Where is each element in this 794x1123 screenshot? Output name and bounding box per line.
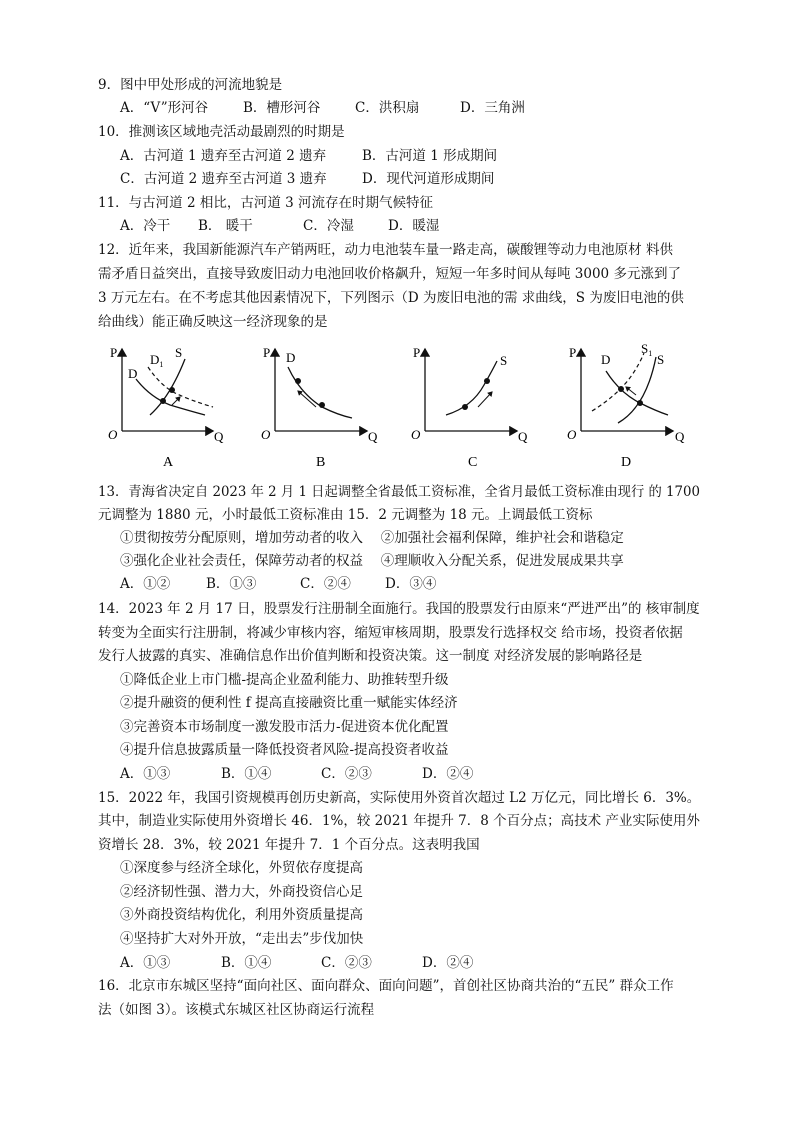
q14-option-c: C．②③: [321, 766, 372, 782]
graph-a-d1-label: $D_1$: [150, 352, 164, 369]
q10-option-c: C．古河道 2 遗弃至古河道 3 遗弃: [120, 171, 327, 187]
q13-option-c: C．②④: [300, 576, 351, 592]
graph-b-d-label: D: [286, 350, 296, 365]
q15-item-2: ②经济韧性强、潜力大，外商投资信心足: [120, 884, 363, 900]
q14-item-4: ④提升信息披露质量一降低投资者风险-提高投资者收益: [120, 742, 449, 758]
graph-c: [411, 345, 528, 470]
q15-line-1: 15．2022 年，我国引资规模再创历史新高，实际使用外资首次超过 L2 万亿元，同比增长 6．3%。: [98, 790, 701, 806]
q15-line-2: 其中，制造业实际使用外资增长 46．1%，较 2021 年提升 7．8 个百分点；高技术 产业实际使用外: [98, 813, 700, 829]
q15-item-3: ③外商投资结构优化，利用外资质量提高: [120, 907, 363, 923]
q14-option-b: B．①④: [221, 766, 272, 782]
q13-item-1: ①贯彻按劳分配原则，增加劳动者的收入 ②加强社会福利保障，维护社会和谐稳定: [120, 530, 624, 546]
q15-item-1: ①深度参与经济全球化，外贸依存度提高: [120, 860, 363, 876]
graph-c-supply-curve: [446, 361, 497, 415]
q13-option-b: B．①③: [206, 576, 257, 592]
q11-option-d: D．暖湿: [388, 218, 440, 234]
graph-b-caption: B: [316, 455, 326, 470]
q12-graphs: [0, 335, 794, 475]
graph-a-d-label: D: [128, 366, 138, 381]
graph-a-point-1: [160, 398, 166, 404]
graph-a-q-label: Q: [214, 429, 224, 444]
q14-option-d: D．②④: [422, 766, 474, 782]
graph-d-point-2: [637, 400, 643, 406]
q15-option-b: B．①④: [221, 955, 272, 971]
q14-item-1: ①降低企业上市门槛-提高企业盈利能力、助推转型升级: [120, 672, 449, 688]
q13-option-a: A．①②: [120, 576, 171, 592]
q15-option-c: C．②③: [321, 955, 372, 971]
graph-d-s1-label: $S_1$: [641, 341, 653, 358]
q14-item-2: ②提升融资的便利性 f 提高直接融资比重一赋能实体经济: [120, 695, 458, 711]
q14-line-2: 转变为全面实行注册制，将减少审核内容，缩短审核周期，股票发行选择权交 给市场，投资者依据: [98, 625, 683, 641]
graph-d-p-label: P: [569, 345, 577, 360]
graph-a-demand-d1-curve: [148, 367, 213, 407]
q11-stem: 11．与古河道 2 相比，古河道 3 河流存在时期气候特征: [98, 195, 434, 211]
q9-stem: 9．图中甲处形成的河流地貌是: [98, 77, 283, 93]
q13-option-d: D．③④: [385, 576, 437, 592]
graph-a-point-2: [169, 387, 175, 393]
graph-d-caption: D: [621, 455, 632, 470]
graph-d-s-label: S: [657, 352, 665, 367]
q10-option-d: D．现代河道形成期间: [362, 171, 495, 187]
graph-c-s-label: S: [500, 353, 508, 368]
q12-line-1: 12．近年来，我国新能源汽车产销两旺，动力电池装车量一路走高，碳酸锂等动力电池原材 料供: [98, 242, 673, 258]
q13-line-2: 元调整为 1880 元，小时最低工资标准由 15．2 元调整为 18 元。上调最低工资标: [98, 507, 593, 523]
q15-option-d: D．②④: [422, 955, 474, 971]
graph-b-q-label: Q: [368, 429, 378, 444]
graph-a-origin: O: [108, 427, 118, 442]
q14-line-1: 14．2023 年 2 月 17 日，股票发行注册制全面施行。我国的股票发行由原来“严进严出”的 核审制度: [98, 601, 700, 617]
graph-a-p-label: P: [110, 345, 118, 360]
q16-line-1: 16．北京市东城区坚持“面向社区、面向群众、面向问题”，首创社区协商共治的“五民” 群众工作: [98, 978, 674, 994]
q14-option-a: A．①③: [120, 766, 171, 782]
graph-c-point-1: [462, 404, 468, 410]
q15-option-a: A．①③: [120, 955, 171, 971]
q12-line-4: 给曲线）能正确反映这一经济现象的是: [98, 314, 328, 330]
graph-c-p-label: P: [413, 345, 421, 360]
graph-b-demand-curve: [288, 367, 352, 418]
graph-c-point-2: [484, 378, 490, 384]
q11-option-a: A．冷干: [120, 218, 171, 234]
q15-item-4: ④坚持扩大对外开放，“走出去”步伐加快: [120, 931, 364, 947]
graph-d-origin: O: [567, 427, 577, 442]
graph-d-point-1: [618, 386, 624, 392]
graph-d-d-label: D: [601, 352, 611, 367]
q16-line-2: 法（如图 3）。该模式东城区社区协商运行流程: [98, 1002, 375, 1018]
q9-option-c: C．洪积扇: [355, 100, 420, 116]
q10-option-b: B．古河道 1 形成期间: [362, 148, 498, 164]
q13-line-1: 13．青海省决定自 2023 年 2 月 1 日起调整全省最低工资标准，全省月最低工资标准由现行 的 1700: [98, 484, 700, 500]
graph-c-q-label: Q: [518, 429, 528, 444]
graph-c-caption: C: [468, 455, 478, 470]
q12-line-3: 3 万元左右。在不考虑其他因素情况下，下列图示（D 为废旧电池的需 求曲线，S 为废旧电池的供: [98, 290, 684, 306]
q14-line-3: 发行人披露的真实、准确信息作出价值判断和投资决策。这一制度 对经济发展的影响路径是: [98, 648, 643, 664]
q15-line-3: 资增长 28．3%，较 2021 年提升 7．1 个百分点。这表明我国: [98, 837, 480, 853]
graph-b-point-1: [295, 378, 301, 384]
graph-a-caption: A: [163, 455, 174, 470]
graph-b: [261, 345, 378, 470]
q10-stem: 10．推测该区域地壳活动最剧烈的时期是: [98, 124, 345, 140]
q11-option-b: B． 暖干: [198, 218, 253, 234]
graph-a-s-label: S: [175, 345, 183, 360]
q10-option-a: A．古河道 1 遗弃至古河道 2 遗弃: [120, 148, 327, 164]
graph-b-p-label: P: [263, 345, 271, 360]
graph-d: [567, 341, 685, 470]
q9-option-b: B．槽形河谷: [243, 100, 321, 116]
q11-option-c: C．冷湿: [303, 218, 354, 234]
q14-item-3: ③完善资本市场制度一激发股市活力-促进资本优化配置: [120, 719, 449, 735]
graph-d-q-label: Q: [675, 429, 685, 444]
graph-a: [108, 345, 224, 470]
q12-line-2: 需矛盾日益突出，直接导致废旧动力电池回收价格飙升，短短一年多时间从每吨 3000 多元涨到了: [98, 266, 681, 282]
q9-option-a: A．“V”形河谷: [120, 100, 209, 116]
q9-option-d: D．三角洲: [460, 100, 525, 116]
graph-c-origin: O: [411, 427, 421, 442]
graph-b-origin: O: [261, 427, 271, 442]
graph-d-supply-s1-curve: [592, 353, 644, 411]
graph-a-demand-curve: [136, 379, 205, 415]
graph-b-point-2: [319, 402, 325, 408]
graph-a-supply-curve: [150, 359, 185, 415]
q13-item-2: ③强化企业社会责任，保障劳动者的权益 ④理顺收入分配关系，促进发展成果共享: [120, 553, 624, 569]
